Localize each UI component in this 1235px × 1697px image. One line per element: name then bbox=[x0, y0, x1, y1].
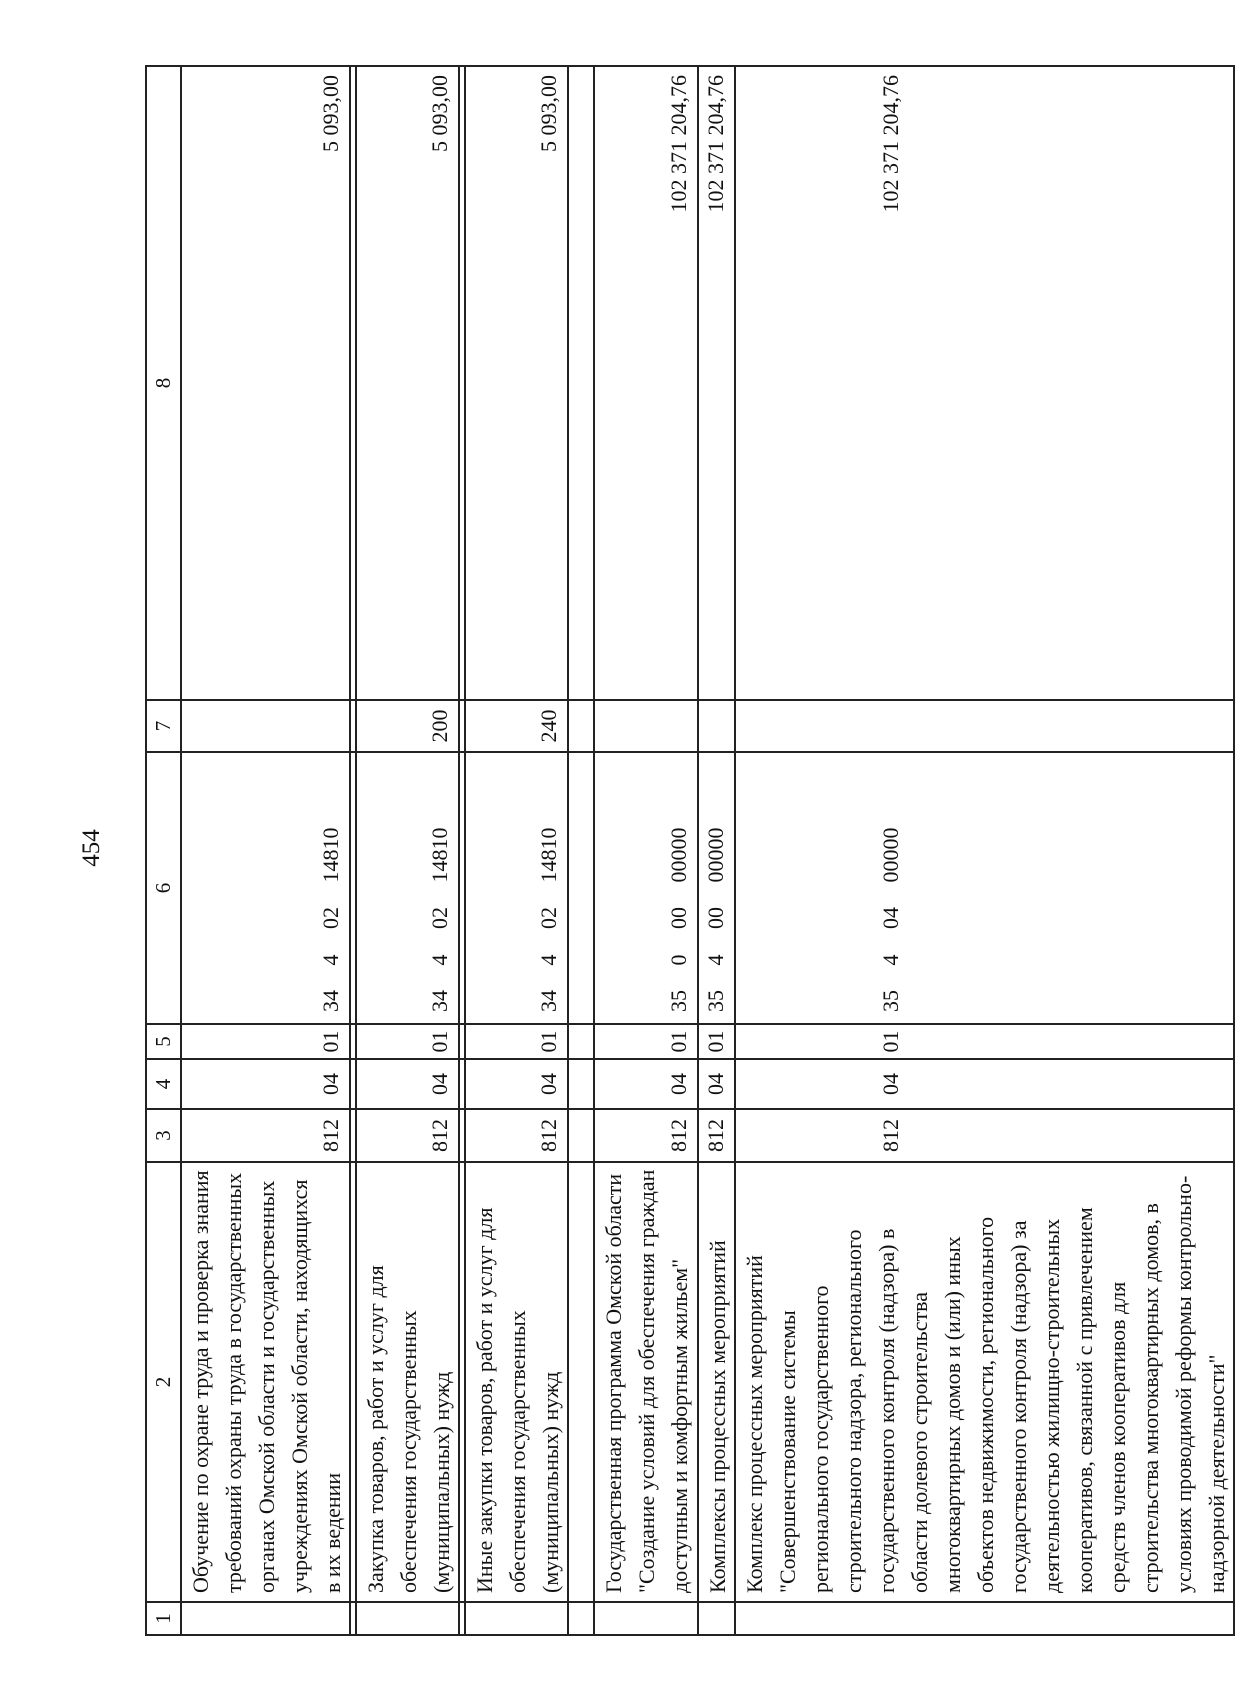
code-col3: 812 bbox=[594, 1109, 698, 1162]
code-part: 00000 bbox=[878, 827, 903, 883]
amount-cell: 5 093,00 bbox=[356, 66, 459, 700]
code-col5: 01 bbox=[594, 1024, 698, 1059]
code-part: 02 bbox=[427, 907, 452, 929]
code-part: 35 bbox=[703, 990, 728, 1012]
amount-cell: 102 371 204,76 bbox=[594, 66, 698, 700]
target-code-cell bbox=[735, 752, 1234, 1024]
row-gap bbox=[568, 66, 594, 1635]
code-col4: 04 bbox=[181, 1059, 350, 1109]
page-number: 454 bbox=[78, 829, 105, 867]
header-cell: 8 bbox=[146, 66, 181, 700]
code-col5: 01 bbox=[356, 1024, 459, 1059]
code-col3: 812 bbox=[181, 1109, 350, 1162]
code-part: 34 bbox=[536, 990, 561, 1012]
code-part: 0 bbox=[666, 954, 691, 966]
code-col5: 01 bbox=[698, 1024, 735, 1059]
code-part: 00 bbox=[666, 907, 691, 929]
target-code-cell bbox=[181, 752, 350, 1024]
code-part: 14810 bbox=[536, 827, 561, 883]
expense-type-cell: 240 bbox=[465, 700, 568, 752]
header-cell: 1 bbox=[146, 1602, 181, 1635]
table-row bbox=[181, 66, 350, 1635]
code-part: 02 bbox=[318, 907, 343, 929]
code-part: 35 bbox=[878, 990, 903, 1012]
code-part: 34 bbox=[318, 990, 343, 1012]
header-row bbox=[146, 66, 181, 1635]
header-cell: 6 bbox=[146, 752, 181, 1024]
code-part: 02 bbox=[536, 907, 561, 929]
row-index-cell bbox=[594, 1602, 698, 1635]
code-col5: 01 bbox=[735, 1024, 1234, 1059]
amount-cell: 5 093,00 bbox=[465, 66, 568, 700]
expense-type-cell bbox=[181, 700, 350, 752]
code-col4: 04 bbox=[698, 1059, 735, 1109]
expense-type-cell bbox=[594, 700, 698, 752]
code-col4: 04 bbox=[356, 1059, 459, 1109]
budget-table-rotated bbox=[145, 67, 1229, 1636]
row-index-cell bbox=[698, 1602, 735, 1635]
row-index-cell bbox=[181, 1602, 350, 1635]
table-row bbox=[698, 66, 735, 1635]
amount-cell: 102 371 204,76 bbox=[735, 66, 1234, 700]
code-col5: 01 bbox=[181, 1024, 350, 1059]
code-col3: 812 bbox=[465, 1109, 568, 1162]
amount-cell: 102 371 204,76 bbox=[698, 66, 735, 700]
code-part: 14810 bbox=[318, 827, 343, 883]
code-part: 00000 bbox=[703, 827, 728, 883]
expense-type-cell bbox=[735, 700, 1234, 752]
code-part: 4 bbox=[427, 954, 452, 966]
header-cell: 3 bbox=[146, 1109, 181, 1162]
code-part: 34 bbox=[427, 990, 452, 1012]
code-part: 4 bbox=[703, 954, 728, 966]
description-cell: Иные закупки товаров, работ и услуг для обеспечения государственных (муниципальных) нужд bbox=[465, 1162, 568, 1602]
header-cell: 4 bbox=[146, 1059, 181, 1109]
table-row bbox=[594, 66, 698, 1635]
code-part: 00 bbox=[703, 907, 728, 929]
code-part: 14810 bbox=[427, 827, 452, 883]
expense-type-cell bbox=[698, 700, 735, 752]
target-code-cell bbox=[594, 752, 698, 1024]
description-cell: Обучение по охране труда и проверка знания требований охраны труда в государственных органах Омской области и государственных учреждениях Омской области, находящихся в их ведении bbox=[181, 1162, 350, 1602]
row-index-cell bbox=[735, 1602, 1234, 1635]
code-part: 4 bbox=[878, 954, 903, 966]
code-col4: 04 bbox=[594, 1059, 698, 1109]
description-cell: Комплекс процессных мероприятий "Совершенствование системы регионального государственного строительного надзора, регионального государственного контроля (надзора) в области долевого строительства многоквартирных домов и (или) иных объектов недвижимости, регионального государственного контроля (надзора) за деятельностью жилищно-строительных кооперативов, связанной с привлечением средств членов кооперативов для строительства многоквартирных домов, в условиях проводимой реформы контрольно-надзорной деятельности" bbox=[735, 1162, 1234, 1602]
amount-cell: 5 093,00 bbox=[181, 66, 350, 700]
code-part: 4 bbox=[318, 954, 343, 966]
code-part: 35 bbox=[666, 990, 691, 1012]
header-cell: 2 bbox=[146, 1162, 181, 1602]
table-row bbox=[356, 66, 459, 1635]
header-cell: 5 bbox=[146, 1024, 181, 1059]
description-cell: Комплексы процессных мероприятий bbox=[698, 1162, 735, 1602]
row-index-cell bbox=[356, 1602, 459, 1635]
budget-table bbox=[145, 65, 1235, 1636]
target-code-cell bbox=[356, 752, 459, 1024]
code-part: 4 bbox=[536, 954, 561, 966]
table-row bbox=[465, 66, 568, 1635]
code-part: 04 bbox=[878, 907, 903, 929]
code-col5: 01 bbox=[465, 1024, 568, 1059]
code-col4: 04 bbox=[465, 1059, 568, 1109]
target-code-cell bbox=[465, 752, 568, 1024]
code-col3: 812 bbox=[698, 1109, 735, 1162]
table-row bbox=[735, 66, 1234, 1635]
code-col3: 812 bbox=[356, 1109, 459, 1162]
description-cell: Закупка товаров, работ и услуг для обеспечения государственных (муниципальных) нужд bbox=[356, 1162, 459, 1602]
description-cell: Государственная программа Омской области "Создание условий для обеспечения граждан доступным и комфортным жильем" bbox=[594, 1162, 698, 1602]
header-cell: 7 bbox=[146, 700, 181, 752]
code-col3: 812 bbox=[735, 1109, 1234, 1162]
code-part: 00000 bbox=[666, 827, 691, 883]
expense-type-cell: 200 bbox=[356, 700, 459, 752]
row-index-cell bbox=[465, 1602, 568, 1635]
target-code-cell bbox=[698, 752, 735, 1024]
code-col4: 04 bbox=[735, 1059, 1234, 1109]
